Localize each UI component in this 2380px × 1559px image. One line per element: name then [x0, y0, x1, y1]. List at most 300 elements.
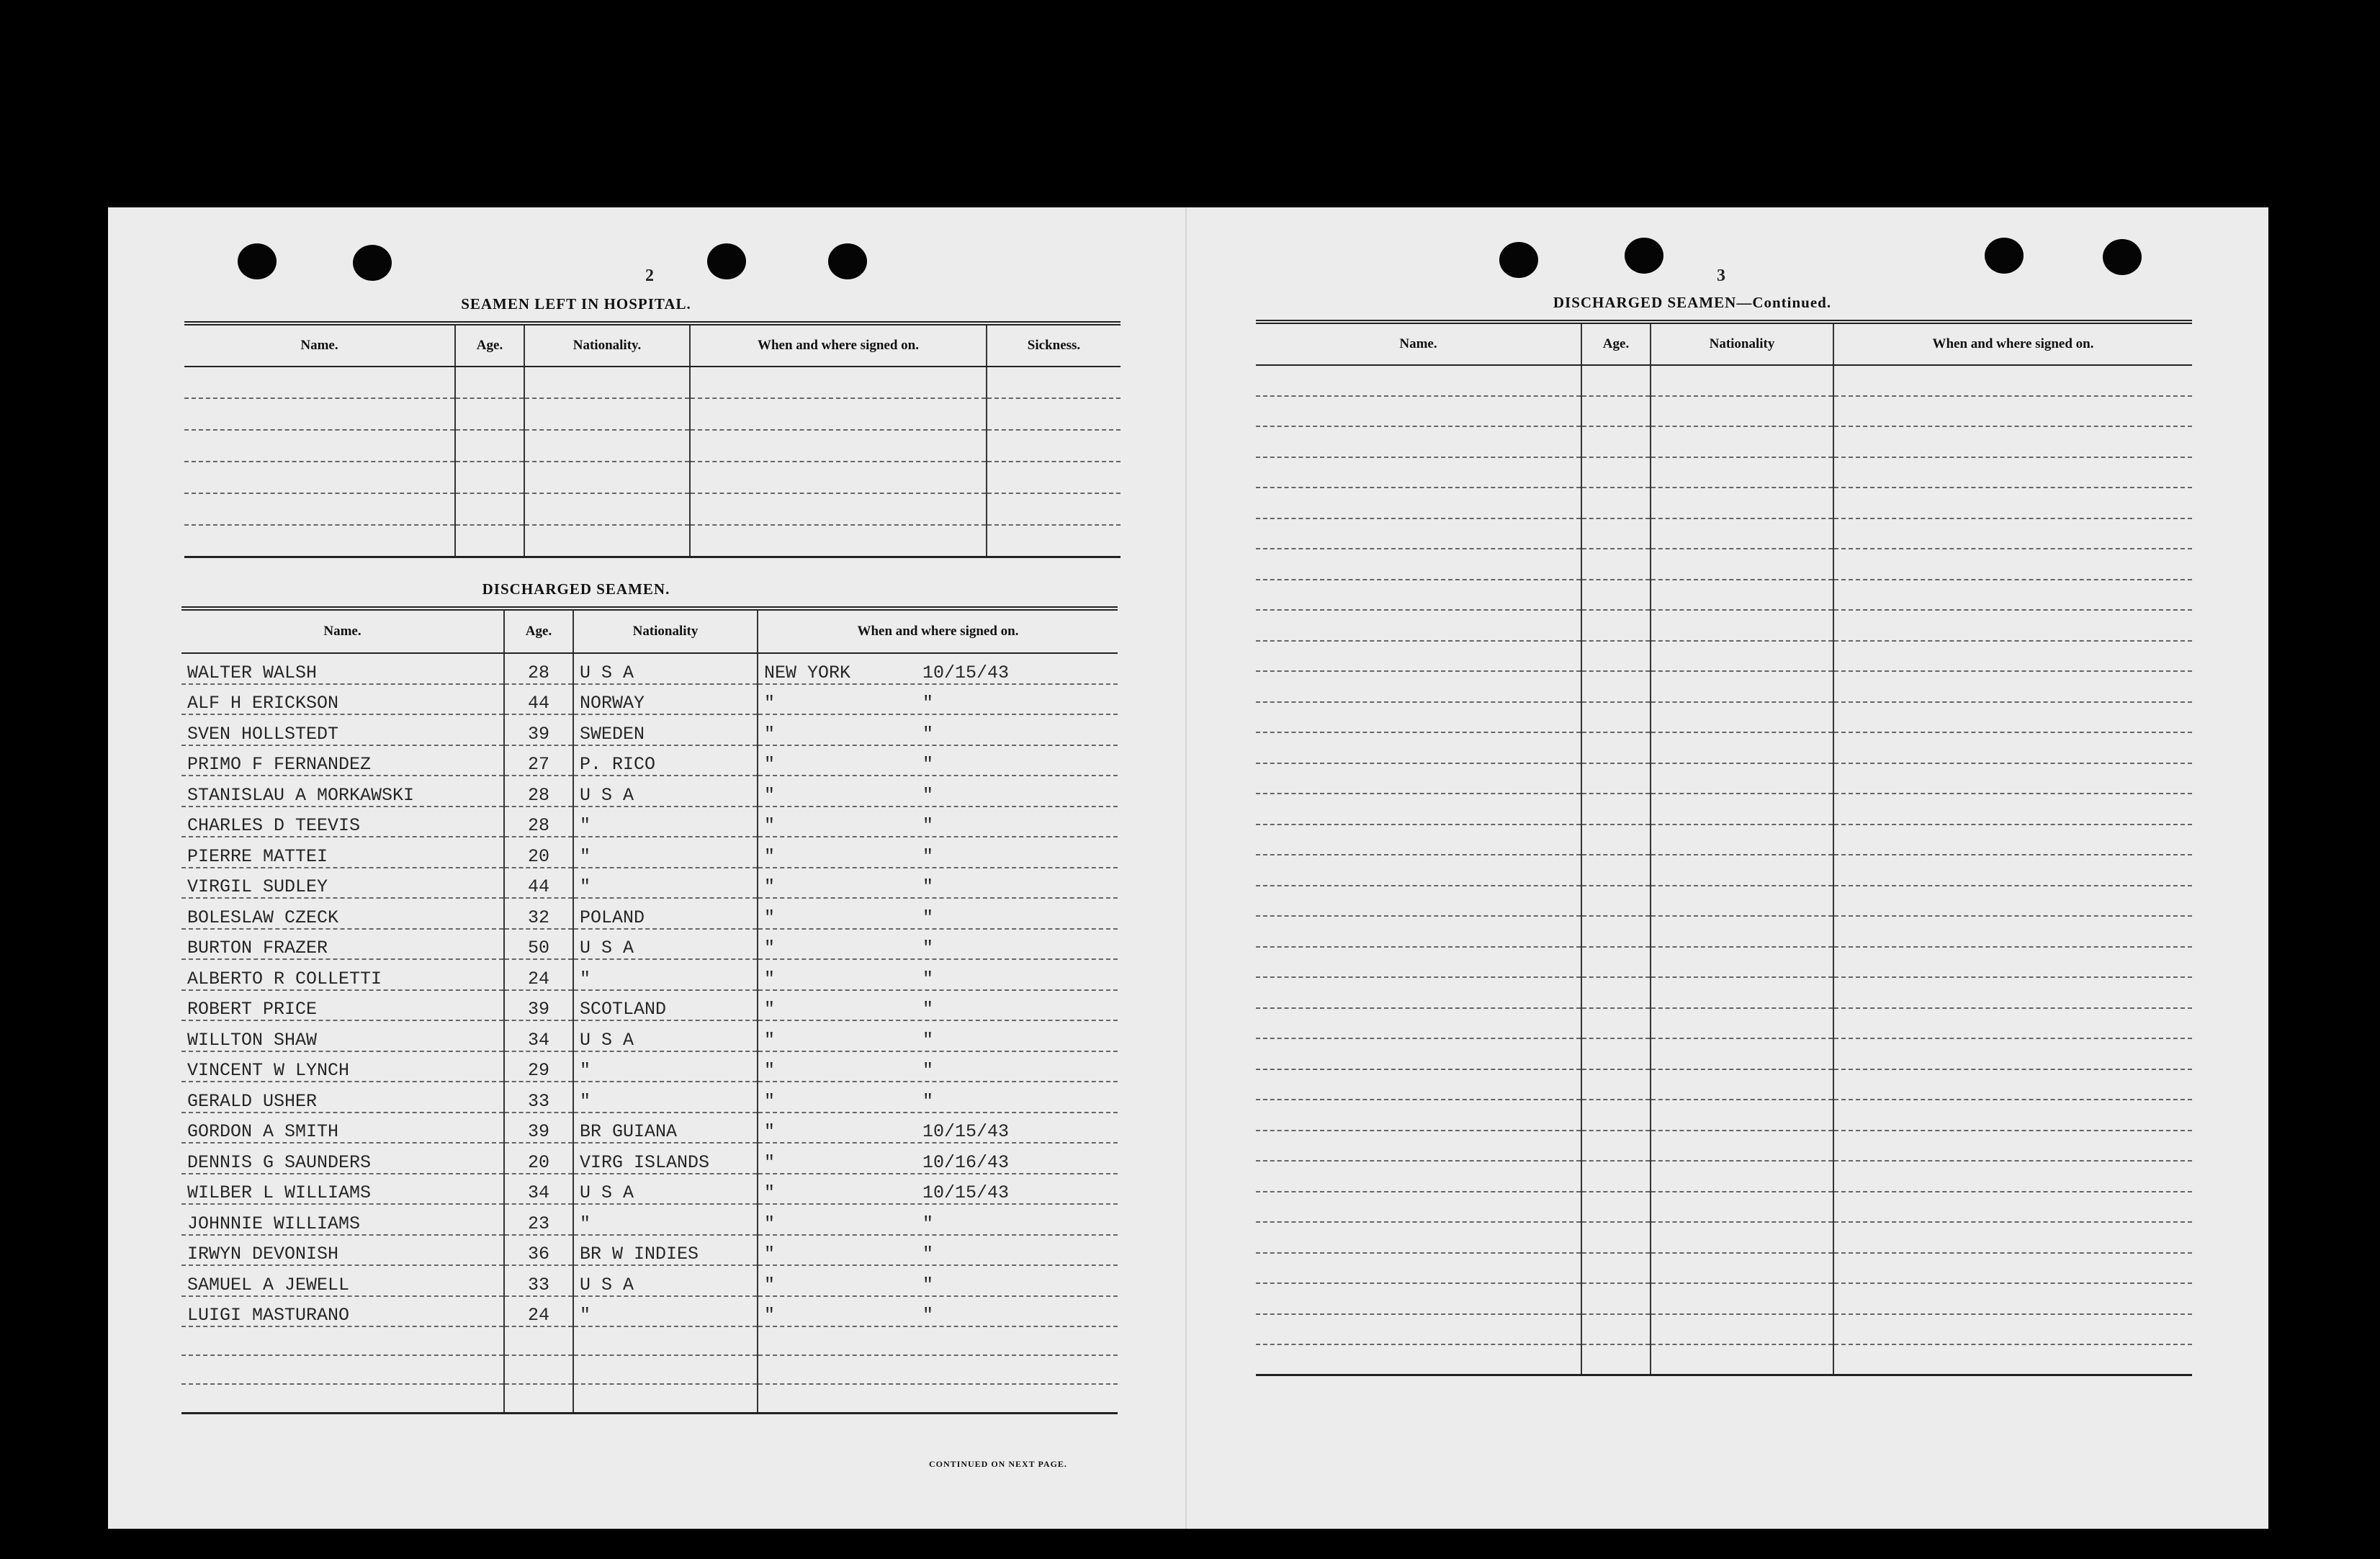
blank-cell [1651, 977, 1833, 1008]
signed-on-place: " [764, 693, 776, 714]
seaman-age: 39 [504, 714, 573, 745]
seaman-name: SAMUEL A JEWELL [181, 1265, 504, 1296]
blank-row [1256, 671, 2192, 702]
blank-cell [181, 1326, 504, 1355]
punch-hole [238, 243, 277, 279]
page-number-right: 3 [1717, 266, 1725, 285]
blank-cell [1651, 763, 1833, 794]
signed-on-date: " [922, 815, 934, 836]
blank-row [181, 1384, 1118, 1413]
blank-cell [1651, 641, 1833, 672]
blank-row [1256, 732, 2192, 763]
blank-cell [1833, 732, 2192, 763]
blank-cell [758, 1326, 1118, 1355]
blank-cell [1581, 1192, 1651, 1223]
signed-on-cell [758, 898, 1118, 929]
blank-cell [1651, 1069, 1833, 1100]
blank-cell [1581, 396, 1651, 427]
blank-row [1256, 549, 2192, 580]
blank-cell [1833, 702, 2192, 733]
blank-row [1256, 855, 2192, 886]
seaman-nationality: POLAND [573, 898, 758, 929]
blank-cell [1651, 610, 1833, 641]
blank-cell [1256, 1314, 1581, 1345]
blank-cell [1256, 794, 1581, 825]
signed-on-date: " [922, 1029, 934, 1051]
blank-row [1256, 1069, 2192, 1100]
signed-on-date: " [922, 784, 934, 806]
blank-row [1256, 825, 2192, 855]
blank-row [1256, 396, 2192, 427]
seaman-row [181, 653, 1118, 684]
blank-cell [455, 525, 524, 557]
punch-hole [1499, 242, 1538, 278]
blank-cell [1833, 1069, 2192, 1100]
blank-cell [1256, 641, 1581, 672]
seaman-age: 50 [504, 929, 573, 960]
blank-cell [1256, 702, 1581, 733]
seaman-name: LUIGI MASTURANO [181, 1296, 504, 1327]
seaman-age: 24 [504, 1296, 573, 1327]
seaman-row [181, 990, 1118, 1021]
blank-cell [1256, 763, 1581, 794]
signed-on-date: 10/15/43 [922, 1182, 1010, 1203]
blank-cell [524, 462, 690, 493]
seaman-row [181, 959, 1118, 990]
blank-cell [1651, 1161, 1833, 1192]
seaman-name: WALTER WALSH [181, 653, 504, 684]
seaman-name: WILLTON SHAW [181, 1020, 504, 1051]
blank-cell [1833, 794, 2192, 825]
blank-cell [184, 367, 455, 398]
seaman-name: VIRGIL SUDLEY [181, 868, 504, 899]
blank-row [1256, 763, 2192, 794]
signed-on-date: " [922, 907, 934, 928]
blank-cell [455, 398, 524, 430]
signed-on-date: " [922, 1213, 934, 1234]
seaman-age: 34 [504, 1020, 573, 1051]
blank-row [1256, 1344, 2192, 1375]
blank-row [1256, 518, 2192, 549]
blank-row [184, 493, 1121, 525]
seaman-nationality: U S A [573, 653, 758, 684]
blank-row [184, 430, 1121, 462]
blank-cell [504, 1326, 573, 1355]
blank-cell [181, 1384, 504, 1413]
blank-cell [758, 1355, 1118, 1384]
blank-cell [1581, 977, 1651, 1008]
blank-cell [184, 525, 455, 557]
column-header-name: Name. [1256, 322, 1581, 365]
signed-on-cell [758, 1235, 1118, 1266]
seaman-nationality: SWEDEN [573, 714, 758, 745]
blank-cell [1651, 488, 1833, 518]
blank-cell [1833, 1283, 2192, 1314]
signed-on-cell [758, 1174, 1118, 1205]
blank-cell [1256, 365, 1581, 396]
seaman-age: 32 [504, 898, 573, 929]
seaman-row [181, 1020, 1118, 1051]
blank-cell [184, 430, 455, 462]
blank-cell [1833, 365, 2192, 396]
punch-hole [707, 243, 746, 279]
blank-cell [1256, 610, 1581, 641]
blank-cell [524, 367, 690, 398]
blank-cell [1833, 641, 2192, 672]
hospital-rows [184, 367, 1121, 557]
blank-cell [455, 493, 524, 525]
blank-cell [1256, 947, 1581, 978]
blank-row [184, 367, 1121, 398]
blank-cell [1581, 549, 1651, 580]
seaman-nationality: VIRG ISLANDS [573, 1143, 758, 1174]
signed-on-date: " [922, 1244, 934, 1264]
blank-cell [1833, 886, 2192, 917]
blank-cell [1581, 916, 1651, 947]
seaman-nationality: U S A [573, 929, 758, 960]
blank-cell [1833, 488, 2192, 518]
blank-cell [758, 1384, 1118, 1413]
blank-cell [1651, 1038, 1833, 1069]
blank-cell [1581, 1222, 1651, 1253]
blank-cell [987, 462, 1121, 493]
seaman-row [181, 1082, 1118, 1113]
seaman-nationality: " [573, 837, 758, 868]
blank-cell [1651, 702, 1833, 733]
blank-cell [1833, 396, 2192, 427]
blank-cell [1651, 794, 1833, 825]
seaman-nationality: U S A [573, 1265, 758, 1296]
seaman-age: 33 [504, 1265, 573, 1296]
column-header-age: Age. [455, 323, 524, 367]
seaman-name: ROBERT PRICE [181, 990, 504, 1021]
seaman-name: BOLESLAW CZECK [181, 898, 504, 929]
blank-cell [987, 367, 1121, 398]
blank-cell [1581, 794, 1651, 825]
column-header-name: Name. [181, 608, 504, 653]
seaman-age: 44 [504, 684, 573, 715]
blank-cell [1256, 1069, 1581, 1100]
blank-row [1256, 794, 2192, 825]
signed-on-date: " [922, 876, 934, 897]
seaman-row [181, 1113, 1118, 1144]
blank-cell [1581, 855, 1651, 886]
blank-cell [1651, 1314, 1833, 1345]
seaman-nationality: " [573, 807, 758, 837]
signed-on-cell [758, 1204, 1118, 1235]
blank-cell [987, 398, 1121, 430]
seaman-nationality: BR W INDIES [573, 1235, 758, 1266]
blank-cell [1256, 732, 1581, 763]
blank-cell [1581, 732, 1651, 763]
blank-cell [1651, 1008, 1833, 1039]
blank-cell [1651, 855, 1833, 886]
punch-hole [2103, 239, 2142, 275]
blank-row [184, 525, 1121, 557]
blank-cell [1581, 1100, 1651, 1131]
book-spine [1185, 207, 1187, 1529]
blank-row [1256, 916, 2192, 947]
blank-cell [1256, 886, 1581, 917]
signed-on-place: NEW YORK [764, 662, 851, 683]
seaman-nationality: U S A [573, 1174, 758, 1205]
seaman-nationality: P. RICO [573, 745, 758, 776]
seaman-age: 33 [504, 1082, 573, 1113]
signed-on-place: " [764, 1029, 776, 1051]
blank-cell [1256, 1131, 1581, 1162]
signed-on-cell [758, 1113, 1118, 1144]
signed-on-cell [758, 1082, 1118, 1113]
blank-cell [1651, 732, 1833, 763]
blank-cell [1651, 1192, 1833, 1223]
blank-row [1256, 488, 2192, 518]
seaman-nationality: " [573, 868, 758, 899]
seaman-age: 28 [504, 776, 573, 807]
signed-on-date: " [922, 968, 934, 989]
column-header-age: Age. [1581, 322, 1651, 365]
signed-on-place: " [764, 1213, 776, 1234]
blank-cell [524, 525, 690, 557]
column-header-name: Name. [184, 323, 455, 367]
signed-on-place: " [764, 723, 776, 745]
blank-cell [690, 367, 987, 398]
seaman-row [181, 684, 1118, 715]
signed-on-date: 10/15/43 [922, 1121, 1010, 1142]
blank-cell [1651, 1283, 1833, 1314]
blank-cell [987, 525, 1121, 557]
blank-cell [1651, 947, 1833, 978]
blank-cell [1581, 1069, 1651, 1100]
seaman-name: VINCENT W LYNCH [181, 1051, 504, 1082]
punch-hole [1985, 238, 2024, 274]
signed-on-place: " [764, 968, 776, 989]
seaman-row [181, 745, 1118, 776]
blank-cell [1833, 1253, 2192, 1284]
blank-cell [1256, 1161, 1581, 1192]
hospital-table [184, 321, 1121, 558]
signed-on-cell [758, 745, 1118, 776]
signed-on-place: " [764, 845, 776, 867]
blank-cell [504, 1355, 573, 1384]
blank-cell [1256, 580, 1581, 611]
signed-on-place: " [764, 1182, 776, 1203]
blank-cell [1581, 488, 1651, 518]
blank-row [1256, 1314, 2192, 1345]
blank-cell [1833, 947, 2192, 978]
signed-on-cell [758, 807, 1118, 837]
blank-cell [1651, 1131, 1833, 1162]
signed-on-place: " [764, 1090, 776, 1112]
seaman-age: 39 [504, 990, 573, 1021]
signed-on-place: " [764, 1121, 776, 1142]
column-header-nationality: Nationality. [524, 323, 690, 367]
signed-on-date: " [922, 938, 934, 958]
blank-cell [690, 493, 987, 525]
seaman-name: IRWYN DEVONISH [181, 1235, 504, 1266]
continued-note: CONTINUED ON NEXT PAGE. [929, 1459, 1067, 1469]
discharged-table [181, 606, 1118, 1414]
signed-on-place: " [764, 907, 776, 928]
blank-row [1256, 1100, 2192, 1131]
signed-on-place: " [764, 1244, 776, 1264]
seaman-nationality: " [573, 1204, 758, 1235]
seaman-row [181, 1204, 1118, 1235]
blank-row [1256, 1283, 2192, 1314]
blank-cell [1833, 1008, 2192, 1039]
signed-on-date: " [922, 1305, 934, 1326]
signed-on-cell [758, 684, 1118, 715]
blank-cell [1651, 1253, 1833, 1284]
blank-cell [1581, 1008, 1651, 1039]
blank-row [1256, 1038, 2192, 1069]
signed-on-date: 10/15/43 [922, 662, 1010, 683]
signed-on-date: " [922, 999, 934, 1020]
blank-row [1256, 1161, 2192, 1192]
blank-cell [1581, 702, 1651, 733]
seaman-age: 20 [504, 1143, 573, 1174]
record-book-spread [108, 207, 2268, 1529]
signed-on-cell [758, 837, 1118, 868]
seaman-name: JOHNNIE WILLIAMS [181, 1204, 504, 1235]
blank-cell [987, 493, 1121, 525]
signed-on-cell [758, 990, 1118, 1021]
signed-on-place: " [764, 938, 776, 958]
signed-on-place: " [764, 1151, 776, 1173]
blank-cell [987, 430, 1121, 462]
blank-cell [1833, 1192, 2192, 1223]
discharged-continued-table [1256, 320, 2192, 1376]
column-header-sickness: Sickness. [987, 323, 1121, 367]
blank-row [1256, 365, 2192, 396]
blank-cell [1651, 1344, 1833, 1375]
seaman-name: CHARLES D TEEVIS [181, 807, 504, 837]
signed-on-place: " [764, 754, 776, 775]
blank-cell [1256, 1008, 1581, 1039]
blank-row [1256, 947, 2192, 978]
seaman-age: 29 [504, 1051, 573, 1082]
column-header-when-where: When and where signed on. [690, 323, 987, 367]
blank-cell [1833, 1222, 2192, 1253]
seaman-age: 28 [504, 807, 573, 837]
column-header-age: Age. [504, 608, 573, 653]
seaman-age: 36 [504, 1235, 573, 1266]
seaman-name: ALBERTO R COLLETTI [181, 959, 504, 990]
blank-cell [1581, 1283, 1651, 1314]
seaman-name: BURTON FRAZER [181, 929, 504, 960]
blank-cell [1581, 1038, 1651, 1069]
blank-cell [1256, 1038, 1581, 1069]
seaman-row [181, 776, 1118, 807]
seaman-nationality: SCOTLAND [573, 990, 758, 1021]
blank-cell [1581, 580, 1651, 611]
blank-cell [1581, 426, 1651, 457]
seaman-row [181, 1174, 1118, 1205]
seaman-row [181, 898, 1118, 929]
seaman-row [181, 1296, 1118, 1327]
blank-row [181, 1326, 1118, 1355]
seaman-row [181, 1265, 1118, 1296]
blank-cell [1581, 763, 1651, 794]
blank-cell [1256, 977, 1581, 1008]
signed-on-cell [758, 1143, 1118, 1174]
seaman-nationality: U S A [573, 776, 758, 807]
signed-on-place: " [764, 999, 776, 1020]
punch-hole [1625, 238, 1663, 274]
blank-cell [1256, 1192, 1581, 1223]
signed-on-date: 10/16/43 [922, 1151, 1010, 1173]
seaman-row [181, 868, 1118, 899]
blank-row [1256, 610, 2192, 641]
blank-cell [455, 462, 524, 493]
blank-cell [1581, 671, 1651, 702]
blank-cell [1651, 1100, 1833, 1131]
seaman-name: DENNIS G SAUNDERS [181, 1143, 504, 1174]
blank-row [1256, 1192, 2192, 1223]
blank-cell [573, 1355, 758, 1384]
blank-cell [1651, 916, 1833, 947]
blank-cell [1651, 580, 1833, 611]
blank-cell [184, 493, 455, 525]
seaman-row [181, 929, 1118, 960]
blank-cell [1833, 426, 2192, 457]
seaman-name: PIERRE MATTEI [181, 837, 504, 868]
blank-cell [1256, 518, 1581, 549]
signed-on-date: " [922, 845, 934, 867]
seaman-age: 44 [504, 868, 573, 899]
column-header-nationality: Nationality [573, 608, 758, 653]
punch-hole [828, 243, 867, 279]
blank-cell [1581, 518, 1651, 549]
blank-row [1256, 426, 2192, 457]
blank-cell [1256, 1100, 1581, 1131]
blank-cell [1581, 886, 1651, 917]
seaman-name: GORDON A SMITH [181, 1113, 504, 1144]
blank-cell [1581, 457, 1651, 488]
blank-cell [184, 398, 455, 430]
blank-row [1256, 1131, 2192, 1162]
blank-cell [181, 1355, 504, 1384]
blank-row [181, 1355, 1118, 1384]
blank-cell [1651, 1222, 1833, 1253]
seaman-nationality: NORWAY [573, 684, 758, 715]
blank-row [1256, 457, 2192, 488]
seaman-row [181, 1143, 1118, 1174]
column-header-when-where: When and where signed on. [758, 608, 1118, 653]
seaman-nationality: " [573, 1051, 758, 1082]
blank-cell [1581, 610, 1651, 641]
blank-cell [1833, 518, 2192, 549]
blank-cell [1581, 825, 1651, 855]
blank-cell [1256, 396, 1581, 427]
blank-cell [690, 525, 987, 557]
blank-cell [690, 398, 987, 430]
blank-cell [1581, 641, 1651, 672]
blank-row [1256, 886, 2192, 917]
blank-cell [1581, 947, 1651, 978]
seaman-row [181, 1235, 1118, 1266]
signed-on-date: " [922, 723, 934, 745]
blank-cell [1581, 1344, 1651, 1375]
blank-cell [1651, 549, 1833, 580]
discharged-section-title: DISCHARGED SEAMEN. [482, 580, 670, 598]
blank-cell [1833, 855, 2192, 886]
signed-on-date: " [922, 1274, 934, 1295]
blank-cell [1651, 365, 1833, 396]
seaman-name: WILBER L WILLIAMS [181, 1174, 504, 1205]
blank-cell [1256, 825, 1581, 855]
seaman-name: GERALD USHER [181, 1082, 504, 1113]
blank-cell [1651, 671, 1833, 702]
